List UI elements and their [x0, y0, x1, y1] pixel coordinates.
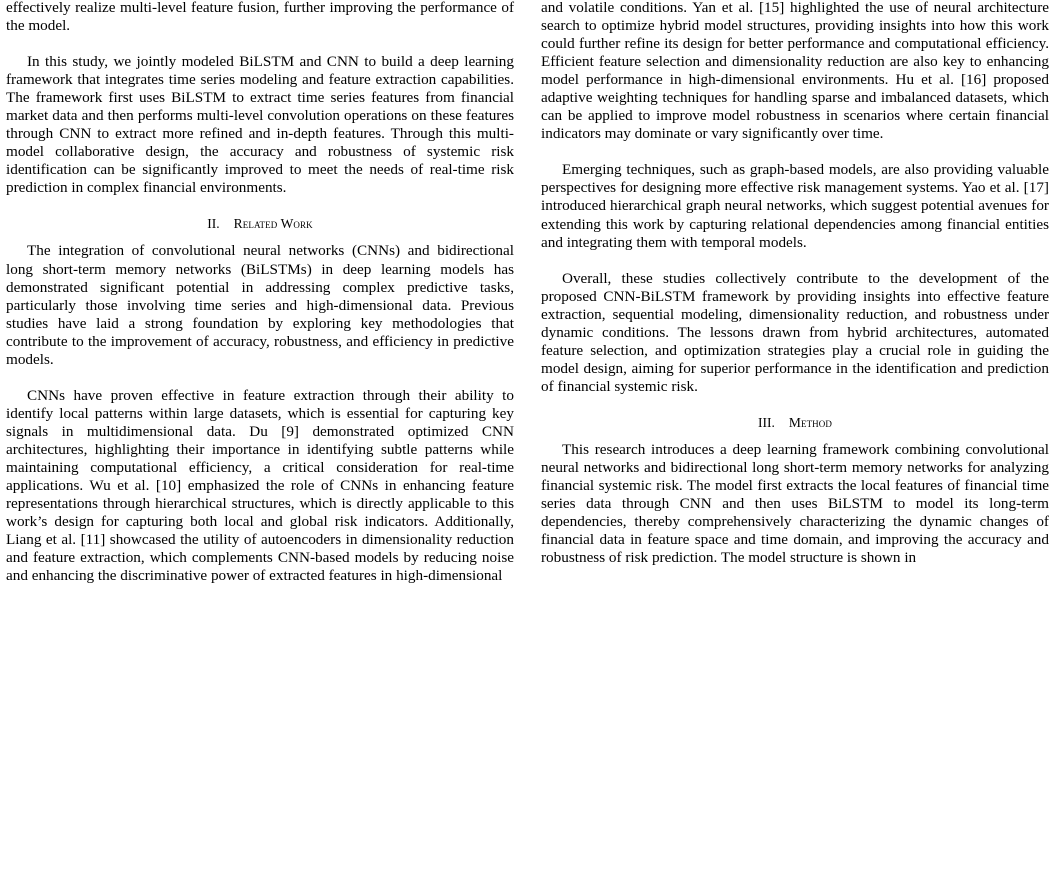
- right-column: [541, 0, 1049, 567]
- paragraph-emerging-techniques: Emerging techniques, such as graph-based models, are also providing valuable perspectives for designing more effective risk management systems. Yao et al. [17] introduced hierarchical graph neural networks, which suggest potential avenues for extending this work by capturing relational dependencies among financial entities and integrating them with temporal models.: [541, 161, 1049, 251]
- section-number: III.: [758, 414, 775, 430]
- left-column: [6, 0, 514, 585]
- paragraph-overall: Overall, these studies collectively contribute to the development of the proposed CNN-BiLSTM framework by providing insights into effective feature extraction, sequential modeling, dimensionality reduction, and robustness under dynamic conditions. The lessons drawn from hybrid architectures, automated feature selection, and optimization strategies play a crucial role in guiding the model design, aiming for superior performance in the identification and prediction of financial systemic risk.: [541, 269, 1049, 395]
- section-title: Method: [788, 414, 832, 430]
- section-heading-related-work: [6, 215, 514, 233]
- paragraph-method-research: This research introduces a deep learning framework combining convolutional neural networks and bidirectional long short-term memory networks for analyzing financial systemic risk. The model first extracts the local features of financial time series data through CNN and then uses BiLSTM to model its long-term dependencies, thereby comprehensively characterizing the dynamic changes of financial data in feature space and time domain, and improving the accuracy and robustness of risk prediction. The model structure is shown in: [541, 440, 1049, 567]
- section-title: Related Work: [233, 216, 313, 232]
- paragraph-cnns: CNNs have proven effective in feature extraction through their ability to identify local patterns within large datasets, which is essential for capturing key signals in multidimensional data. Du [9] demonstrated optimized CNN architectures, highlighting their importance in identifying subtle patterns while maintaining computational efficiency, a critical consideration for real-time applications. Wu et al. [10] emphasized the role of CNNs in enhancing feature representations through hierarchical structures, which is directly applicable to this work’s design for capturing both local and global risk indicators. Additionally, Liang et al. [11] showcased the utility of autoencoders in dimensionality reduction and feature extraction, which complements CNN-based models by reducing noise and enhancing the discriminative power of extracted features in high-dimensional: [6, 386, 514, 585]
- section-number: II.: [207, 216, 220, 232]
- paragraph-study-overview: In this study, we jointly modeled BiLSTM and CNN to build a deep learning framework that integrates time series modeling and feature extraction capabilities. The framework first uses BiLSTM to extract time series features from financial market data and then performs multi-level convolution operations on these features through CNN to extract more refined and in-depth features. Through this multi-model collaborative design, the accuracy and robustness of systemic risk identification can be significantly improved to meet the needs of real-time risk prediction in complex financial environments.: [6, 53, 514, 197]
- paragraph-related-continuation: and volatile conditions. Yan et al. [15] highlighted the use of neural architecture search to optimize hybrid model structures, providing insights into how this work could further refine its design for better performance and computational efficiency. Efficient feature selection and dimensionality reduction are also key to enhancing model performance in high-dimensional environments. Hu et al. [16] proposed adaptive weighting techniques for handling sparse and imbalanced datasets, which can be applied to improve model robustness in scenarios where certain financial indicators may dominate or vary significantly over time.: [541, 0, 1049, 143]
- section-heading-method: [541, 414, 1049, 432]
- paragraph-integration: The integration of convolutional neural networks (CNNs) and bidirectional long short-term memory networks (BiLSTMs) in deep learning models has demonstrated significant potential in addressing complex predictive tasks, particularly those involving time series and high-dimensional data. Previous studies have laid a strong foundation by exploring key methodologies that contribute to the improvement of accuracy, robustness, and efficiency in predictive models.: [6, 242, 514, 368]
- paragraph-intro-continuation: effectively realize multi-level feature fusion, further improving the performance of the model.: [6, 0, 514, 35]
